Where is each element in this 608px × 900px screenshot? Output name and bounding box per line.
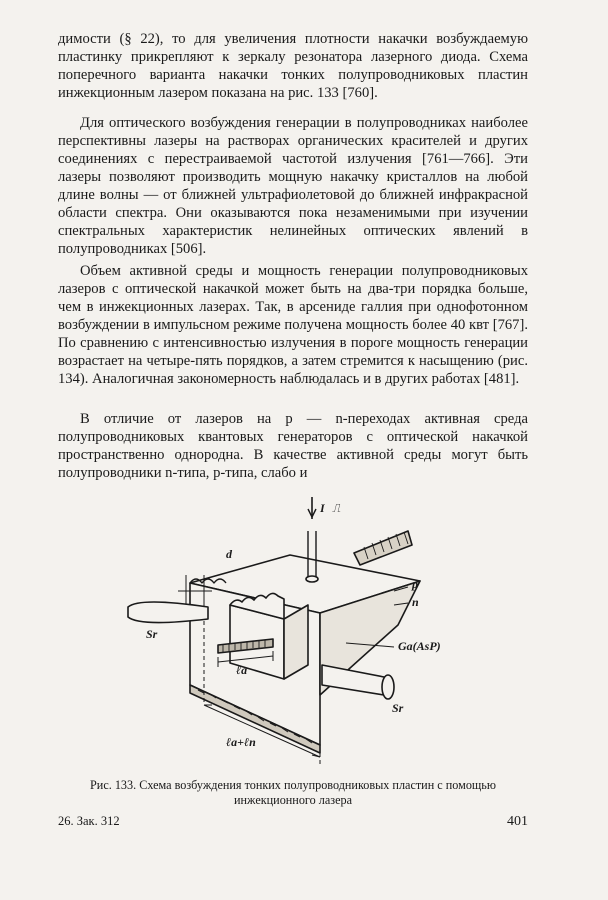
d-label: d (226, 547, 232, 561)
paragraph-1 (58, 30, 528, 102)
sr-left-label: Sr (146, 627, 158, 641)
p-label: p (412, 577, 418, 591)
printer-signature: 26. Зак. 312 (58, 814, 120, 828)
pulse-label: ⎍ (332, 501, 341, 515)
laser-diagram (108, 495, 508, 775)
laser-block-side (284, 605, 308, 679)
pump-beam-right (322, 665, 391, 695)
paragraph-3 (58, 262, 528, 388)
paragraph-2 (58, 114, 528, 258)
paragraph-text: Объем активной среды и мощность генерации полупроводниковых лазеров с оптической накачкой может быть на два-три порядка больше, чем в инжекционных лазерах. Так, в арсениде галлия при однофотонном возбуждении в импульсном режиме получена мощность более 40 квт [767]. По сравнению с интенсивностью излучения в пороге мощность генерации возрастает на четыре-пять порядков, а затем стремится к насыщению (рис. 134). Аналогичная закономерность наблюдалась и в других работах [481]. (58, 263, 528, 387)
electrode-tip (306, 576, 318, 582)
paragraph-4 (58, 410, 528, 482)
current-label: I (320, 501, 325, 515)
page-number: 401 (507, 814, 528, 829)
la-label: ℓa (236, 663, 248, 677)
figure-133 (108, 495, 508, 775)
figure-caption: Рис. 133. Схема возбуждения тонких полупроводниковых пластин с помощью инжекционного лазера (90, 778, 496, 807)
pump-beam-left (128, 602, 208, 623)
lan-label: ℓa+ℓn (226, 735, 256, 749)
paragraph-text: димости (§ 22), то для увеличения плотности накачки возбуждаемую пластинку прикрепляют к зеркалу резонатора лазерного диода. Схема поперечного варианта накачки тонких полупроводниковых пластин инжекционным лазером показана на рис. 133 [760]. (58, 31, 528, 101)
material-label: Ga(AsP) (398, 639, 441, 653)
paragraph-text: В отличие от лазеров на p — n-переходах активная среда полупроводниковых квантовых генераторов с оптической накачкой пространственно однородна. В качестве активной среды могут быть полупроводники n-типа, p-типа, слабо и (58, 411, 528, 481)
n-label: n (412, 595, 419, 609)
sr-right-label: Sr (392, 701, 404, 715)
paragraph-text: Для оптического возбуждения генерации в полупроводниках наиболее перспективны лазеры на растворах органических красителей и других соединениях с перестраиваемой частотой излучения [761—766]. Эти лазеры позволяют производить мощную накачку кристаллов на любой длине волны — от ближней ультрафиолетовой до ближней инфракрасной области спектра. Они оказываются пока незаменимыми при изучении спектральных характеристик нелинейных оптических явлений в полупроводниках [506]. (58, 115, 528, 257)
